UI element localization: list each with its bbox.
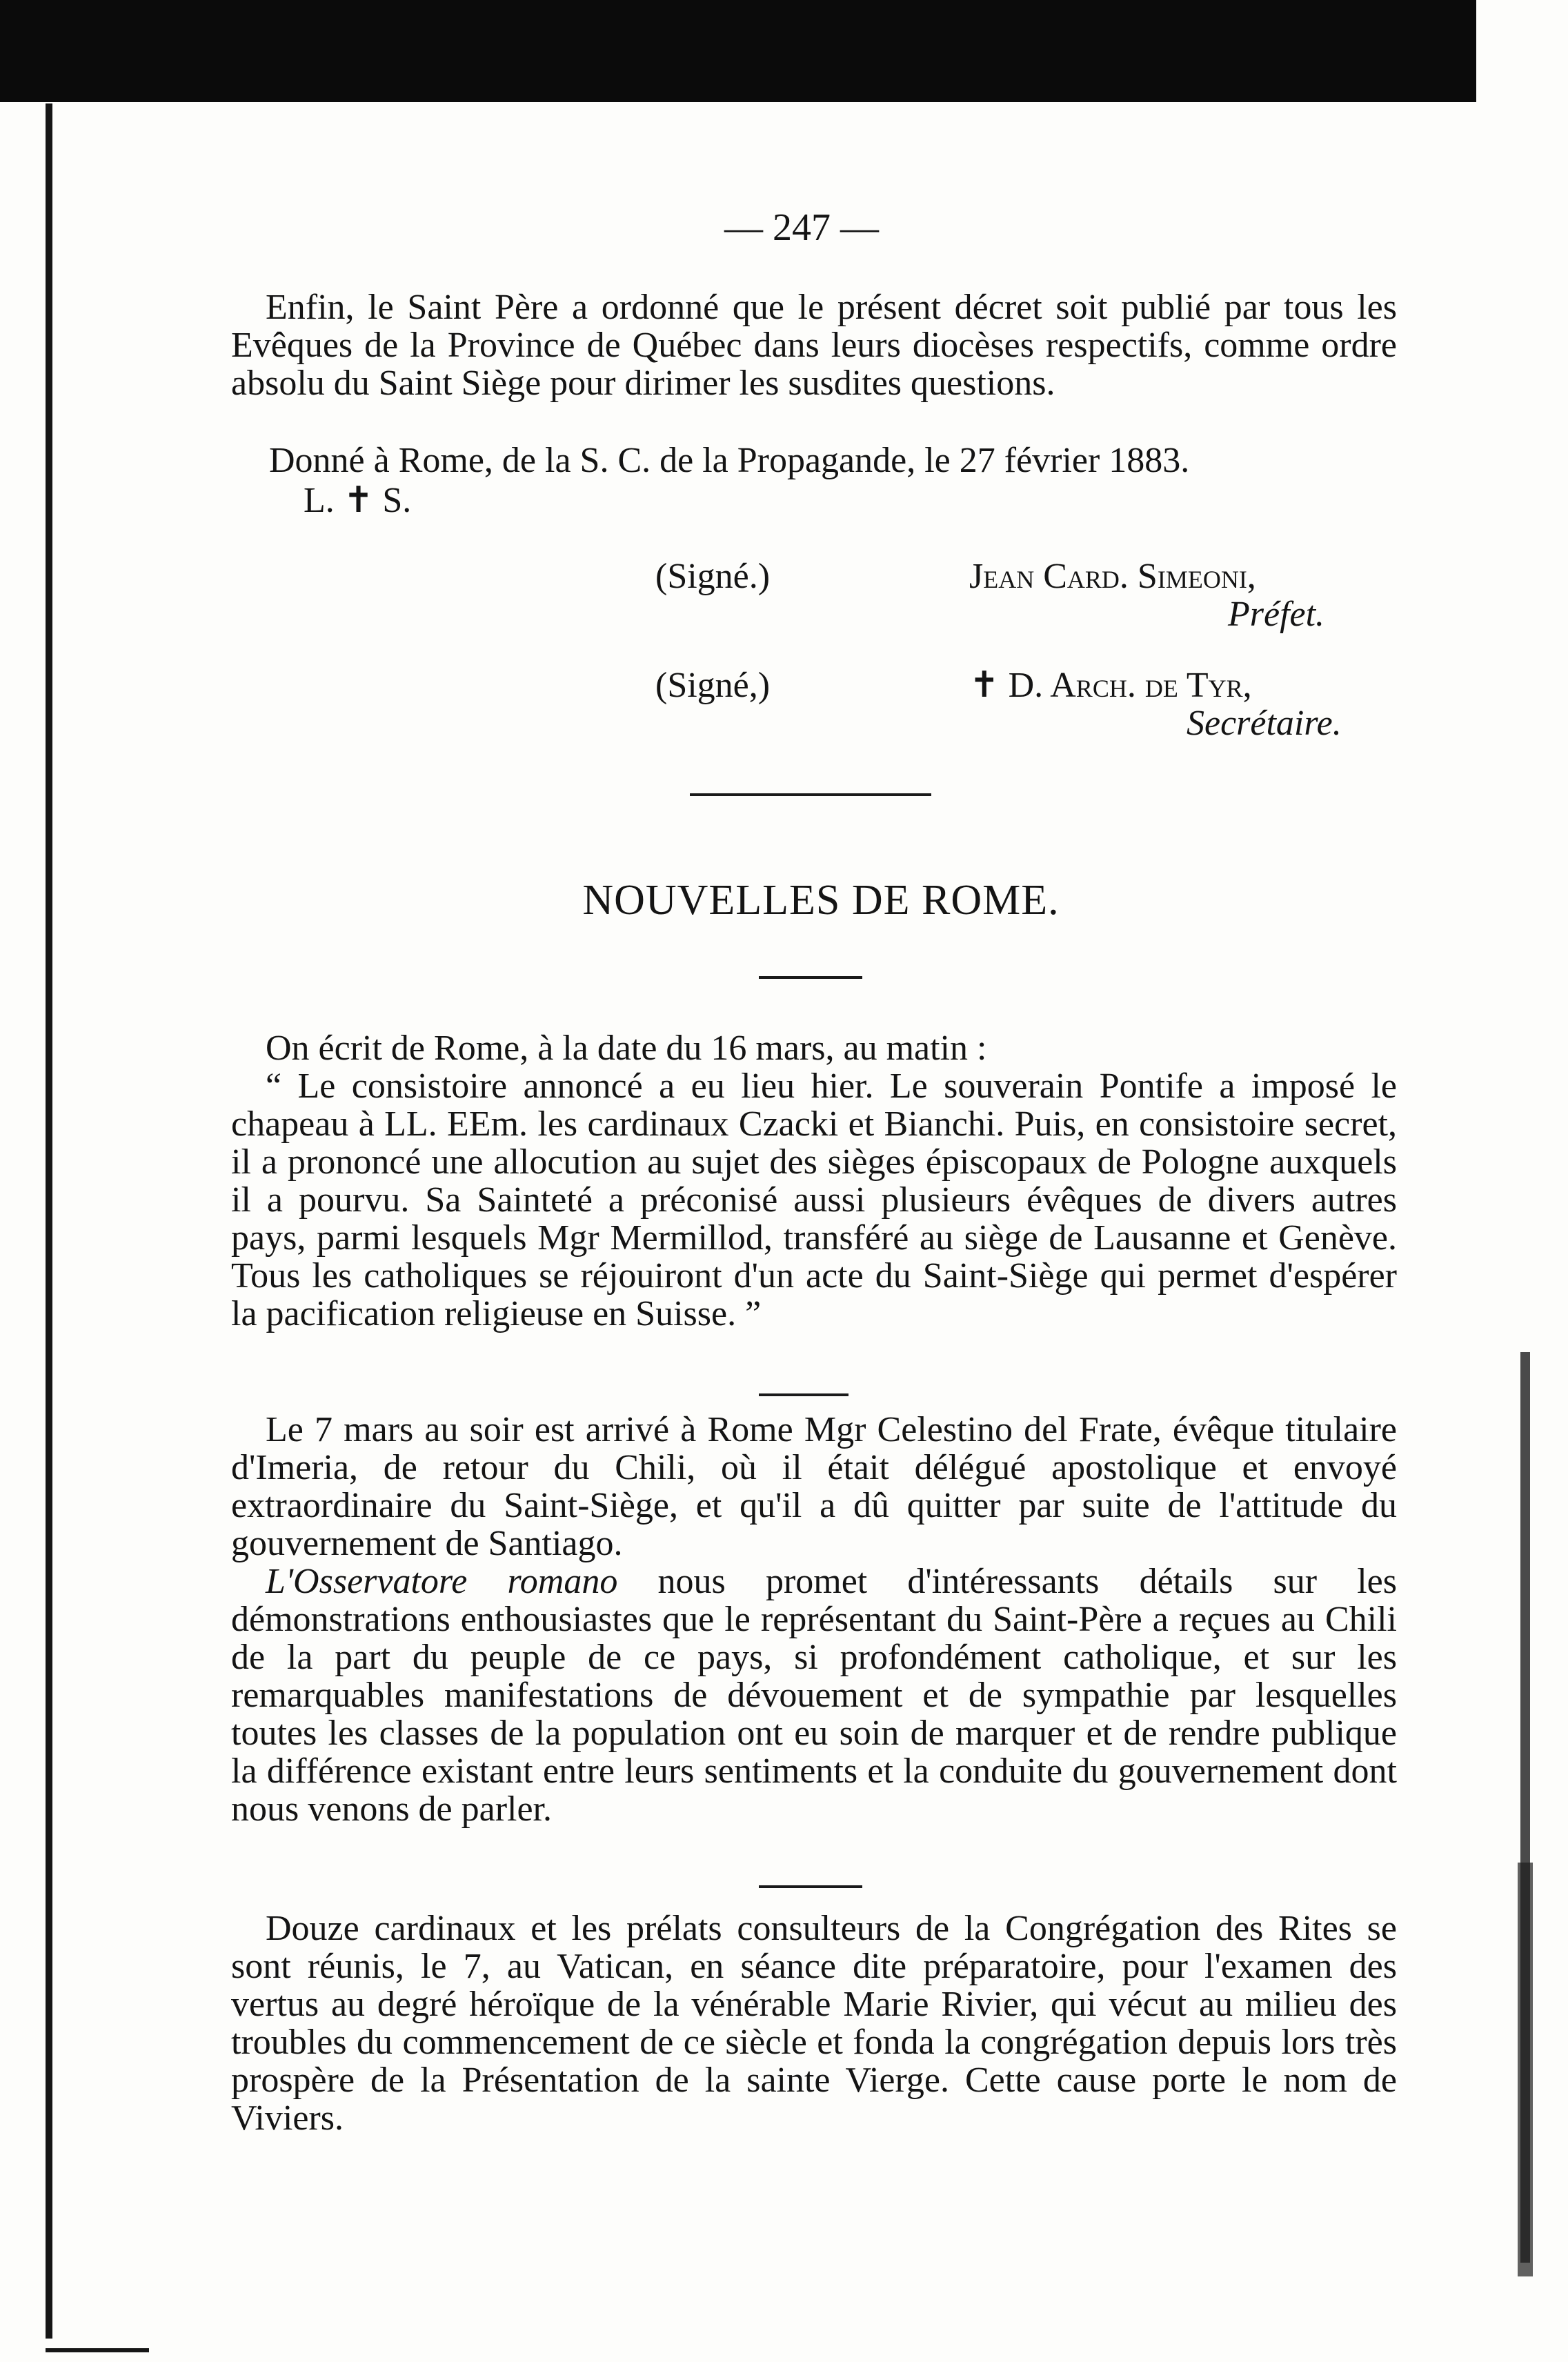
scan-border-bottom xyxy=(46,2348,149,2352)
section-heading: NOUVELLES DE ROME. xyxy=(582,877,1060,924)
signature-title-2: Secrétaire. xyxy=(1187,704,1342,743)
news-rites-paragraph: Douze cardinaux et les prélats consulteurs de la Congrégation des Rites se sont réunis, le 7, au Vatican, en séance dite préparatoire, pour l'examen des vertus au degré héroïque de la vénérable Marie Rivier, qui vécut au milieu des troubles du commencement de ce siècle et fonda la congrégation depuis lors très prospère de la Présentation de la sainte Vierge. Cette cause porte le nom de Viviers. xyxy=(231,1909,1397,2138)
osservatore-title: L'Osservatore romano xyxy=(266,1562,618,1601)
decree-date-line: Donné à Rome, de la S. C. de la Propagande, le 27 février 1883. xyxy=(269,441,1190,480)
news-divider-2 xyxy=(759,1885,862,1888)
signature-name-1: Jean Card. Simeoni, xyxy=(969,557,1256,596)
news-intro: On écrit de Rome, à la date du 16 mars, au matin : xyxy=(266,1029,987,1068)
news-frate-paragraph: Le 7 mars au soir est arrivé à Rome Mgr Celestino del Frate, évêque titulaire d'Imeria, de retour du Chili, où il était délégué apostolique et envoyé extraordinaire du Saint-Siège, et qu'il a dû quitter par suite de l'attitude du gouvernement de Santiago. xyxy=(231,1410,1397,1563)
page-number: — 247 — xyxy=(724,206,879,249)
news-osservatore-paragraph xyxy=(231,1562,1397,1828)
signature-label-1: (Signé.) xyxy=(655,557,771,596)
signature-title-1: Préfet. xyxy=(1228,595,1325,634)
scan-edge-right-shadow xyxy=(1518,1863,1533,2276)
news-consistory-paragraph: “ Le consistoire annoncé a eu lieu hier. Le souverain Pontife a imposé le chapeau à LL. EEm. les cardinaux Czacki et Bianchi. Puis, en consistoire secret, il a prononcé une allocution au sujet des sièges épiscopaux de Pologne auxquels il a pourvu. Sa Sainteté a préconisé aussi plusieurs évêques de divers autres pays, parmi lesquels Mgr Mermillod, transféré au siège de Lausanne et Genève. Tous les catholiques se réjouiront d'un acte du Saint-Siège qui permet d'espérer la pacification religieuse en Suisse. ” xyxy=(231,1066,1397,1333)
signature-label-2: (Signé,) xyxy=(655,666,771,705)
decree-paragraph: Enfin, le Saint Père a ordonné que le présent décret soit publié par tous les Evêques de la Province de Québec dans leurs diocèses respectifs, comme ordre absolu du Saint Siège pour dirimer les susdites questions. xyxy=(231,288,1397,403)
signature-name-2: ✝ D. Arch. de Tyr, xyxy=(969,666,1252,705)
heading-divider xyxy=(759,976,862,979)
osservatore-text: nous promet d'intéressants détails sur les démonstrations enthousiastes que le représentant du Saint-Père a reçues au Chili de la part du peuple de ce pays, si profondément catholique, et sur les remarquables manifestations de dévouement et de sympathie par lesquelles toutes les classes de la population ont eu soin de marquer et de rendre publique la différence existant entre leurs sentiments et la conduite du gouvernement dont nous venons de parler. xyxy=(231,1562,1398,1829)
section-divider xyxy=(690,793,931,796)
scan-border-top xyxy=(0,0,1476,102)
seal-mark: L. ✝ S. xyxy=(304,481,412,520)
scan-border-left xyxy=(46,103,52,2339)
news-divider-1 xyxy=(759,1393,848,1396)
